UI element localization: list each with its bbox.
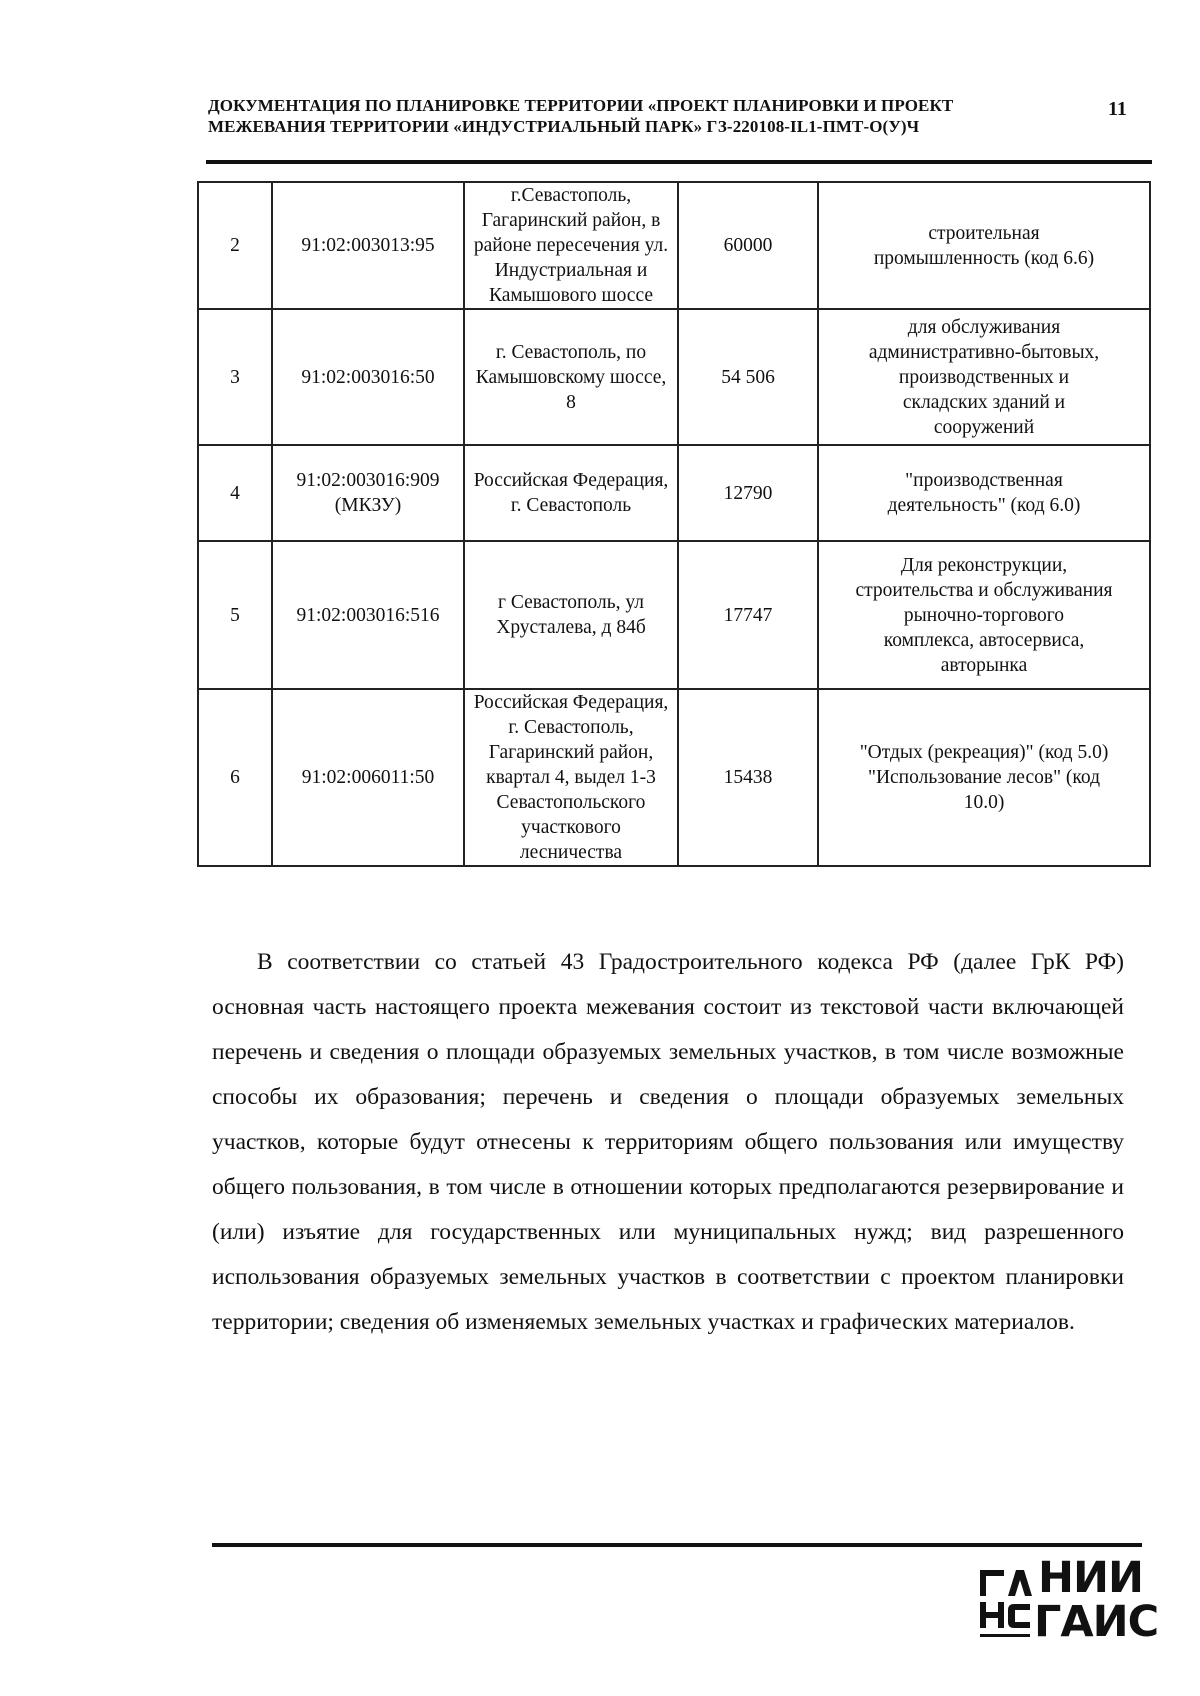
logo-mark-icon bbox=[978, 1562, 1032, 1642]
header-title-line1: ДОКУМЕНТАЦИЯ ПО ПЛАНИРОВКЕ ТЕРРИТОРИИ «ПРОЕКТ ПЛАНИРОВКИ И ПРОЕКТ bbox=[208, 96, 954, 115]
cell-line: комплекса, автосервиса, bbox=[883, 629, 1085, 651]
cell-line: рыночно-торгового bbox=[903, 604, 1065, 626]
permitted-use-cell bbox=[818, 309, 1150, 445]
cell-line: авторынка bbox=[940, 654, 1028, 676]
cell-line: Индустриальная и bbox=[494, 260, 648, 281]
document-header bbox=[208, 95, 1038, 137]
table-row bbox=[198, 689, 1150, 866]
cell-line: Камышового шоссе bbox=[488, 285, 654, 306]
cell-line: Гагаринский район, в bbox=[481, 210, 661, 231]
cell-line: 91:02:003016:516 bbox=[296, 604, 440, 626]
cadastral-number-cell bbox=[272, 689, 464, 866]
cell-line: районе пересечения ул. bbox=[473, 235, 669, 256]
logo-word-nii: НИИ bbox=[1038, 1553, 1143, 1603]
footer-divider bbox=[212, 1543, 1142, 1547]
cadastral-number-cell bbox=[272, 541, 464, 689]
cell-line: 91:02:006011:50 bbox=[301, 767, 435, 788]
cell-line: "производственная bbox=[905, 470, 1063, 491]
area-cell: 60000 bbox=[678, 182, 818, 309]
cell-line: 91:02:003016:50 bbox=[301, 366, 435, 388]
area-cell: 15438 bbox=[678, 689, 818, 866]
cell-line: производственных и bbox=[898, 366, 1070, 388]
cell-line: 10.0) bbox=[963, 792, 1005, 813]
row-number-cell: 3 bbox=[198, 309, 272, 445]
area-cell: 12790 bbox=[678, 445, 818, 541]
cell-line: Российская Федерация, bbox=[473, 692, 669, 713]
permitted-use-cell bbox=[818, 541, 1150, 689]
cell-line: (МКЗУ) bbox=[334, 495, 402, 516]
cell-line: г. Севастополь, по bbox=[495, 341, 647, 363]
land-plots-table bbox=[197, 181, 1151, 867]
address-cell bbox=[464, 541, 678, 689]
cell-line: деятельность" (код 6.0) bbox=[887, 495, 1081, 516]
cell-line: строительства и обслуживания bbox=[855, 579, 1113, 601]
row-number-cell: 5 bbox=[198, 541, 272, 689]
table-row bbox=[198, 182, 1150, 309]
cell-line: Гагаринский район, bbox=[488, 742, 654, 763]
header-title-line2: МЕЖЕВАНИЯ ТЕРРИТОРИИ «ИНДУСТРИАЛЬНЫЙ ПАРК» ГЗ-220108-IL1-ПМТ-О(У)Ч bbox=[208, 117, 920, 136]
cell-line: участкового bbox=[521, 817, 621, 838]
row-number-cell: 4 bbox=[198, 445, 272, 541]
row-number-cell: 6 bbox=[198, 689, 272, 866]
address-cell bbox=[464, 309, 678, 445]
permitted-use-cell bbox=[818, 182, 1150, 309]
cell-line: Севастопольского bbox=[496, 792, 646, 813]
cell-line: 91:02:003016:909 bbox=[296, 470, 440, 491]
cell-line: складских зданий и bbox=[902, 391, 1066, 413]
permitted-use-cell bbox=[818, 445, 1150, 541]
cadastral-number-cell bbox=[272, 445, 464, 541]
address-cell bbox=[464, 182, 678, 309]
main-paragraph bbox=[212, 940, 1124, 1345]
cadastral-number-cell bbox=[272, 182, 464, 309]
cell-line: 8 bbox=[566, 391, 576, 413]
table-row bbox=[198, 309, 1150, 445]
cell-line: г.Севастополь, bbox=[510, 185, 632, 206]
paragraph-text: В соответствии со статьей 43 Градостроительного кодекса РФ (далее ГрК РФ) основная часть настоящего проекта межевания состоит из текстовой части включающей перечень и сведения о площади образуемых земельных участков, в том числе возможные способы их образования; перечень и сведения о площади образуемых земельных участков, которые будут отнесены к территориям общего пользования или имуществу общего пользования, в том числе в отношении которых предполагаются резервирование и (или) изъятие для государственных или муниципальных нужд; вид разрешенного использования образуемых земельных участков в соответствии с проектом планировки территории; сведения об изменяемых земельных участках и графических материалов. bbox=[212, 949, 1124, 1335]
cell-line: г. Севастополь, bbox=[508, 717, 634, 738]
page-number: 11 bbox=[1108, 98, 1127, 120]
cadastral-number-cell bbox=[272, 309, 464, 445]
cell-line: административно-бытовых, bbox=[868, 341, 1100, 363]
address-cell bbox=[464, 689, 678, 866]
cell-line: 91:02:003013:95 bbox=[301, 235, 435, 256]
cell-line: г Севастополь, ул bbox=[498, 592, 644, 613]
area-cell: 54 506 bbox=[678, 309, 818, 445]
cell-line: промышленность (код 6.6) bbox=[873, 247, 1095, 269]
cell-line: лесничества bbox=[519, 842, 623, 863]
table-row bbox=[198, 445, 1150, 541]
cell-line: Хрусталева, д 84б bbox=[496, 617, 646, 638]
cell-line: Для реконструкции, bbox=[900, 554, 1068, 576]
header-divider bbox=[206, 160, 1152, 164]
logo-word-gais: ГАИС bbox=[1034, 1597, 1159, 1647]
cell-line: Российская Федерация, bbox=[473, 470, 669, 491]
cell-line: для обслуживания bbox=[907, 316, 1061, 338]
area-cell: 17747 bbox=[678, 541, 818, 689]
address-cell bbox=[464, 445, 678, 541]
nii-gais-logo bbox=[978, 1553, 1159, 1648]
cell-line: сооружений bbox=[933, 416, 1035, 438]
row-number-cell: 2 bbox=[198, 182, 272, 309]
cell-line: квартал 4, выдел 1-3 bbox=[486, 767, 656, 788]
table-row bbox=[198, 541, 1150, 689]
cell-line: г. Севастополь bbox=[510, 495, 632, 516]
cell-line: "Использование лесов" (код bbox=[867, 767, 1100, 788]
cell-line: "Отдых (рекреация)" (код 5.0) bbox=[859, 742, 1109, 763]
cell-line: Камышовскому шоссе, bbox=[475, 366, 667, 388]
permitted-use-cell bbox=[818, 689, 1150, 866]
cell-line: строительная bbox=[928, 222, 1040, 244]
